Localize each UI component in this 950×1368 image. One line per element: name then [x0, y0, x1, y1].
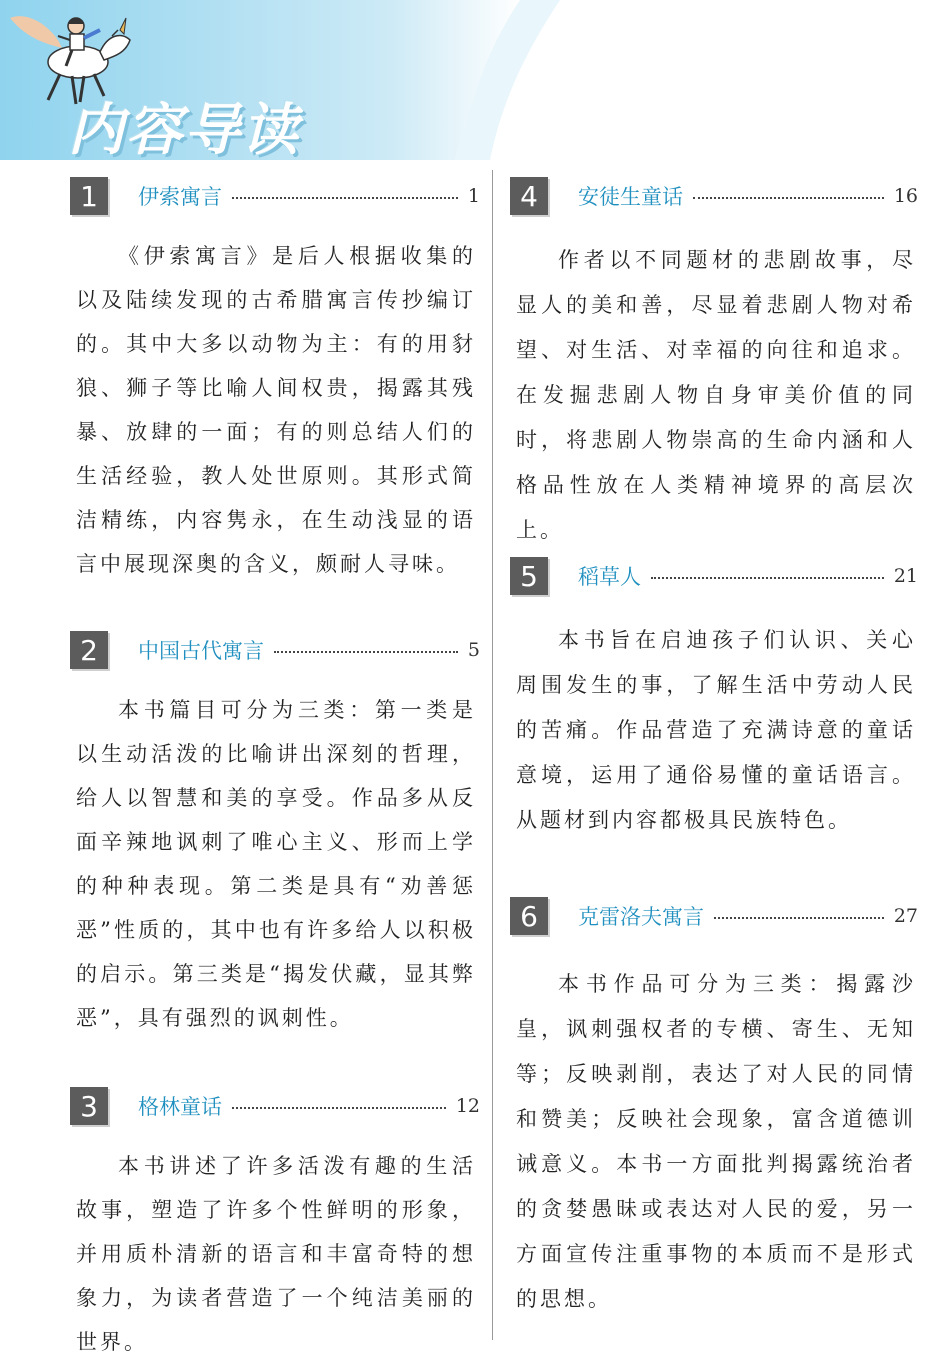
section-number: 1 [70, 177, 108, 215]
child-riding-unicorn-icon [0, 0, 140, 110]
dot-leader [232, 197, 458, 199]
section-title: 克雷洛夫寓言 [578, 905, 704, 929]
section-description: 作者以不同题材的悲剧故事，尽显人的美和善，尽显着悲剧人物对希望、对生活、对幸福的向往和追求。在发掘悲剧人物自身审美价值的同时，将悲剧人物崇高的生命内涵和人格品性放在人类精神境界的高层次上。 [516, 248, 916, 542]
dot-leader [651, 577, 884, 579]
section-description: 本书作品可分为三类：揭露沙皇，讽刺强权者的专横、寄生、无知等；反映剥削，表达了对人民的同情和赞美；反映社会现象，富含道德训诫意义。本书一方面批判揭露统治者的贪婪愚昧或表达对人民的爱，另一方面宣传注重事物的本质而不是形式的思想。 [516, 972, 916, 1311]
section-number: 4 [510, 177, 548, 215]
section-title: 格林童话 [138, 1095, 222, 1119]
section-number: 6 [510, 897, 548, 935]
section-title: 中国古代寓言 [138, 639, 264, 663]
dot-leader [693, 197, 884, 199]
section-description: 本书篇目可分为三类：第一类是以生动活泼的比喻讲出深刻的哲理，给人以智慧和美的享受。作品多从反面辛辣地讽刺了唯心主义、形而上学的种种表现。第二类是具有“劝善惩恶”性质的，其中也有许多给人以积极的启示。第三类是“揭发伏藏，显其弊恶”，具有强烈的讽刺性。 [76, 698, 476, 1030]
section-title: 安徒生童话 [578, 185, 683, 209]
section-6 [510, 896, 920, 1311]
section-5 [510, 556, 920, 856]
page-number: 1 [467, 185, 480, 207]
page-number: 21 [893, 565, 918, 587]
section-description: 本书讲述了许多活泼有趣的生活故事，塑造了许多个性鲜明的形象，并用质朴清新的语言和丰富奇特的想象力，为读者营造了一个纯洁美丽的世界。 [76, 1154, 476, 1354]
section-description: 《伊索寓言》是后人根据收集的以及陆续发现的古希腊寓言传抄编订的。其中大多以动物为主：有的用豺狼、狮子等比喻人间权贵，揭露其残暴、放肆的一面；有的则总结人们的生活经验，教人处世原则。其形式简洁精练，内容隽永，在生动浅显的语言中展现深奥的含义，颇耐人寻味。 [76, 244, 476, 576]
page-number: 12 [455, 1095, 480, 1117]
dot-leader [274, 651, 458, 653]
section-heading[interactable] [510, 556, 918, 596]
section-1 [70, 176, 482, 596]
section-number: 3 [70, 1087, 108, 1125]
page-title: 内容导读 [68, 98, 300, 163]
section-title: 伊索寓言 [138, 185, 222, 209]
section-heading[interactable] [70, 176, 480, 216]
dot-leader [232, 1107, 446, 1109]
section-heading[interactable] [70, 1086, 480, 1126]
dot-leader [714, 917, 884, 919]
page-number: 27 [893, 905, 918, 927]
header-banner [0, 0, 950, 163]
page-number: 16 [893, 185, 918, 207]
section-number: 2 [70, 631, 108, 669]
section-description: 本书旨在启迪孩子们认识、关心周围发生的事，了解生活中劳动人民的苦痛。作品营造了充满诗意的童话意境，运用了通俗易懂的童话语言。从题材到内容都极具民族特色。 [516, 628, 916, 832]
section-2 [70, 630, 482, 1050]
section-heading[interactable] [510, 896, 918, 936]
column-divider [492, 170, 493, 1340]
section-heading[interactable] [510, 176, 918, 216]
section-3 [70, 1086, 482, 1354]
page-number: 5 [467, 639, 480, 661]
section-number: 5 [510, 557, 548, 595]
section-4 [510, 176, 920, 542]
section-heading[interactable] [70, 630, 480, 670]
section-title: 稻草人 [578, 565, 641, 589]
